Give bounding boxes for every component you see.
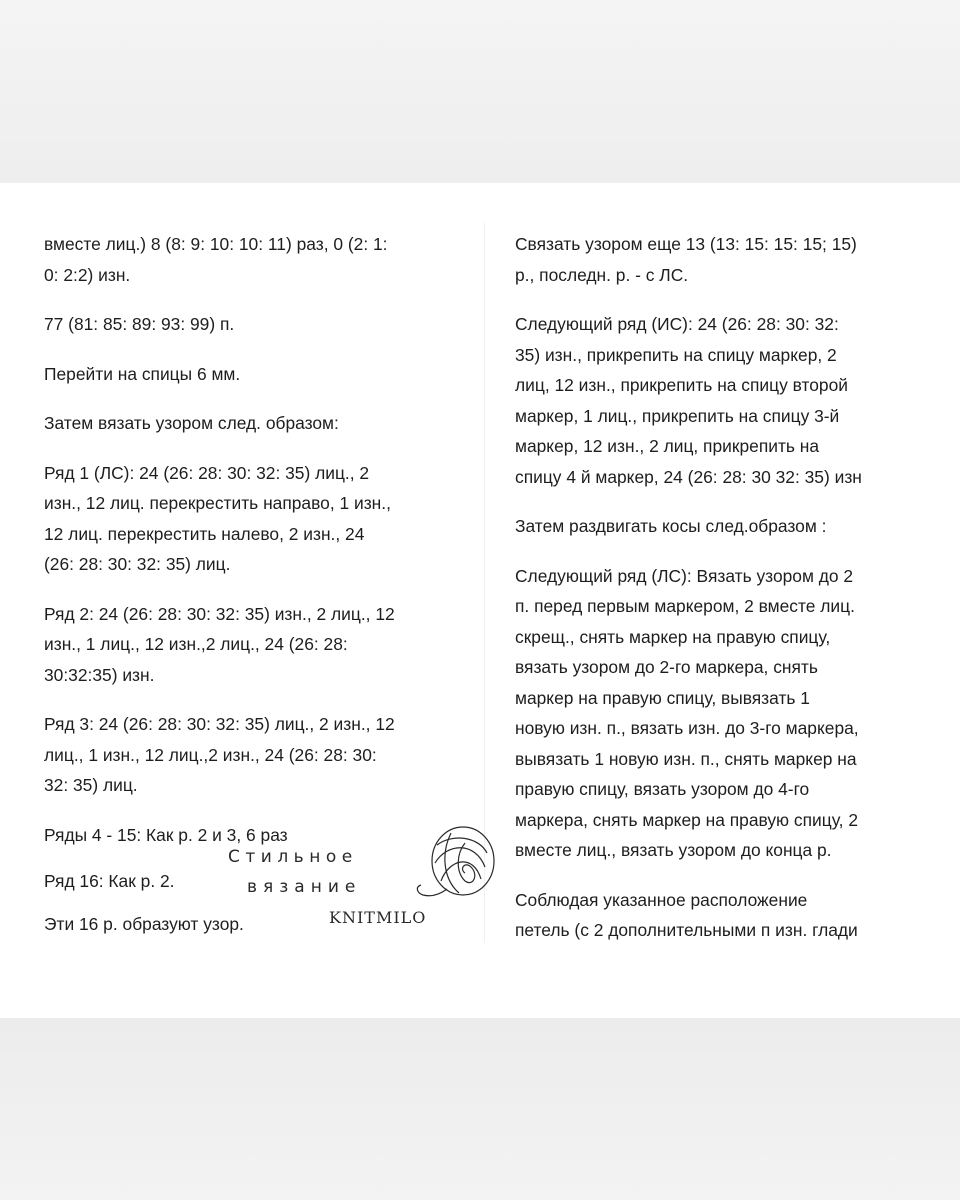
paragraph-keep-placement: Соблюдая указанное расположение петель (с 2 дополнительными п изн. глади	[515, 889, 858, 940]
brand-watermark	[225, 823, 505, 943]
paragraph-pattern-repeat: Эти 16 р. образуют узор.	[44, 913, 244, 934]
paragraph-cables-row: Следующий ряд (ЛС): Вязать узором до 2 п. перед первым маркером, 2 вместе лиц. скрещ., снять маркер на правую спицу, вязать узором до 2-го маркера, снять маркер на правую спицу, вывязать 1 новую изн. п., вязать изн. до 3-го маркера, вывязать 1 новую изн. п., снять маркер на правую спицу, вязать узором до 4-го маркера, снять маркер на правую спицу, 2 вместе лиц., вязать узором до конца р.	[515, 565, 859, 860]
logo-text-line1: Стильное	[228, 847, 358, 867]
paragraph-decrease-end: вместе лиц.) 8 (8: 9: 10: 10: 11) раз, 0 (2: 1: 0: 2:2) изн.	[44, 234, 388, 285]
paragraph-continue-pattern: Связать узором еще 13 (13: 15: 15: 15; 15) р., последн. р. - с ЛС.	[515, 234, 857, 285]
paragraph-needle-change: Перейти на спицы 6 мм.	[44, 363, 241, 384]
paragraph-row-2: Ряд 2: 24 (26: 28: 30: 32: 35) изн., 2 лиц., 12 изн., 1 лиц., 12 изн.,2 лиц., 24 (26: 28: 30:32:35) изн.	[44, 603, 395, 685]
paragraph-row-1: Ряд 1 (ЛС): 24 (26: 28: 30: 32: 35) лиц., 2 изн., 12 лиц. перекрестить направо, 1 изн., 12 лиц. перекрестить налево, 2 изн., 24 (26: 28: 30: 32: 35) лиц.	[44, 462, 391, 574]
top-margin-band	[0, 0, 960, 183]
paragraph-stitch-count: 77 (81: 85: 89: 93: 99) п.	[44, 314, 235, 334]
paragraph-cables-intro: Затем раздвигать косы след.образом :	[515, 516, 827, 536]
logo-brand-name: KNITMILO	[329, 908, 427, 927]
paragraph-pattern-intro: Затем вязать узором след. образом:	[44, 413, 339, 433]
pattern-page	[0, 183, 960, 1018]
bottom-margin-band	[0, 1018, 960, 1200]
paragraph-rows-4-15: Ряды 4 - 15: Как р. 2 и 3, 6 раз	[44, 824, 288, 845]
paragraph-row-3: Ряд 3: 24 (26: 28: 30: 32: 35) лиц., 2 изн., 12 лиц., 1 изн., 12 лиц.,2 изн., 24 (26: 28: 30: 32: 35) лиц.	[44, 714, 395, 795]
paragraph-row-16: Ряд 16: Как р. 2.	[44, 871, 175, 891]
yarn-ball-icon	[413, 823, 503, 903]
paragraph-markers-row: Следующий ряд (ИС): 24 (26: 28: 30: 32: 35) изн., прикрепить на спицу маркер, 2 лиц, 12 изн., прикрепить на спицу второй маркер, 1 лиц., прикрепить на спицу 3-й маркер, 12 изн., 2 лиц, прикрепить на спицу 4 й маркер, 24 (26: 28: 30 32: 35) изн	[515, 314, 862, 487]
logo-text-line2: вязание	[247, 877, 362, 897]
right-column	[515, 229, 935, 946]
